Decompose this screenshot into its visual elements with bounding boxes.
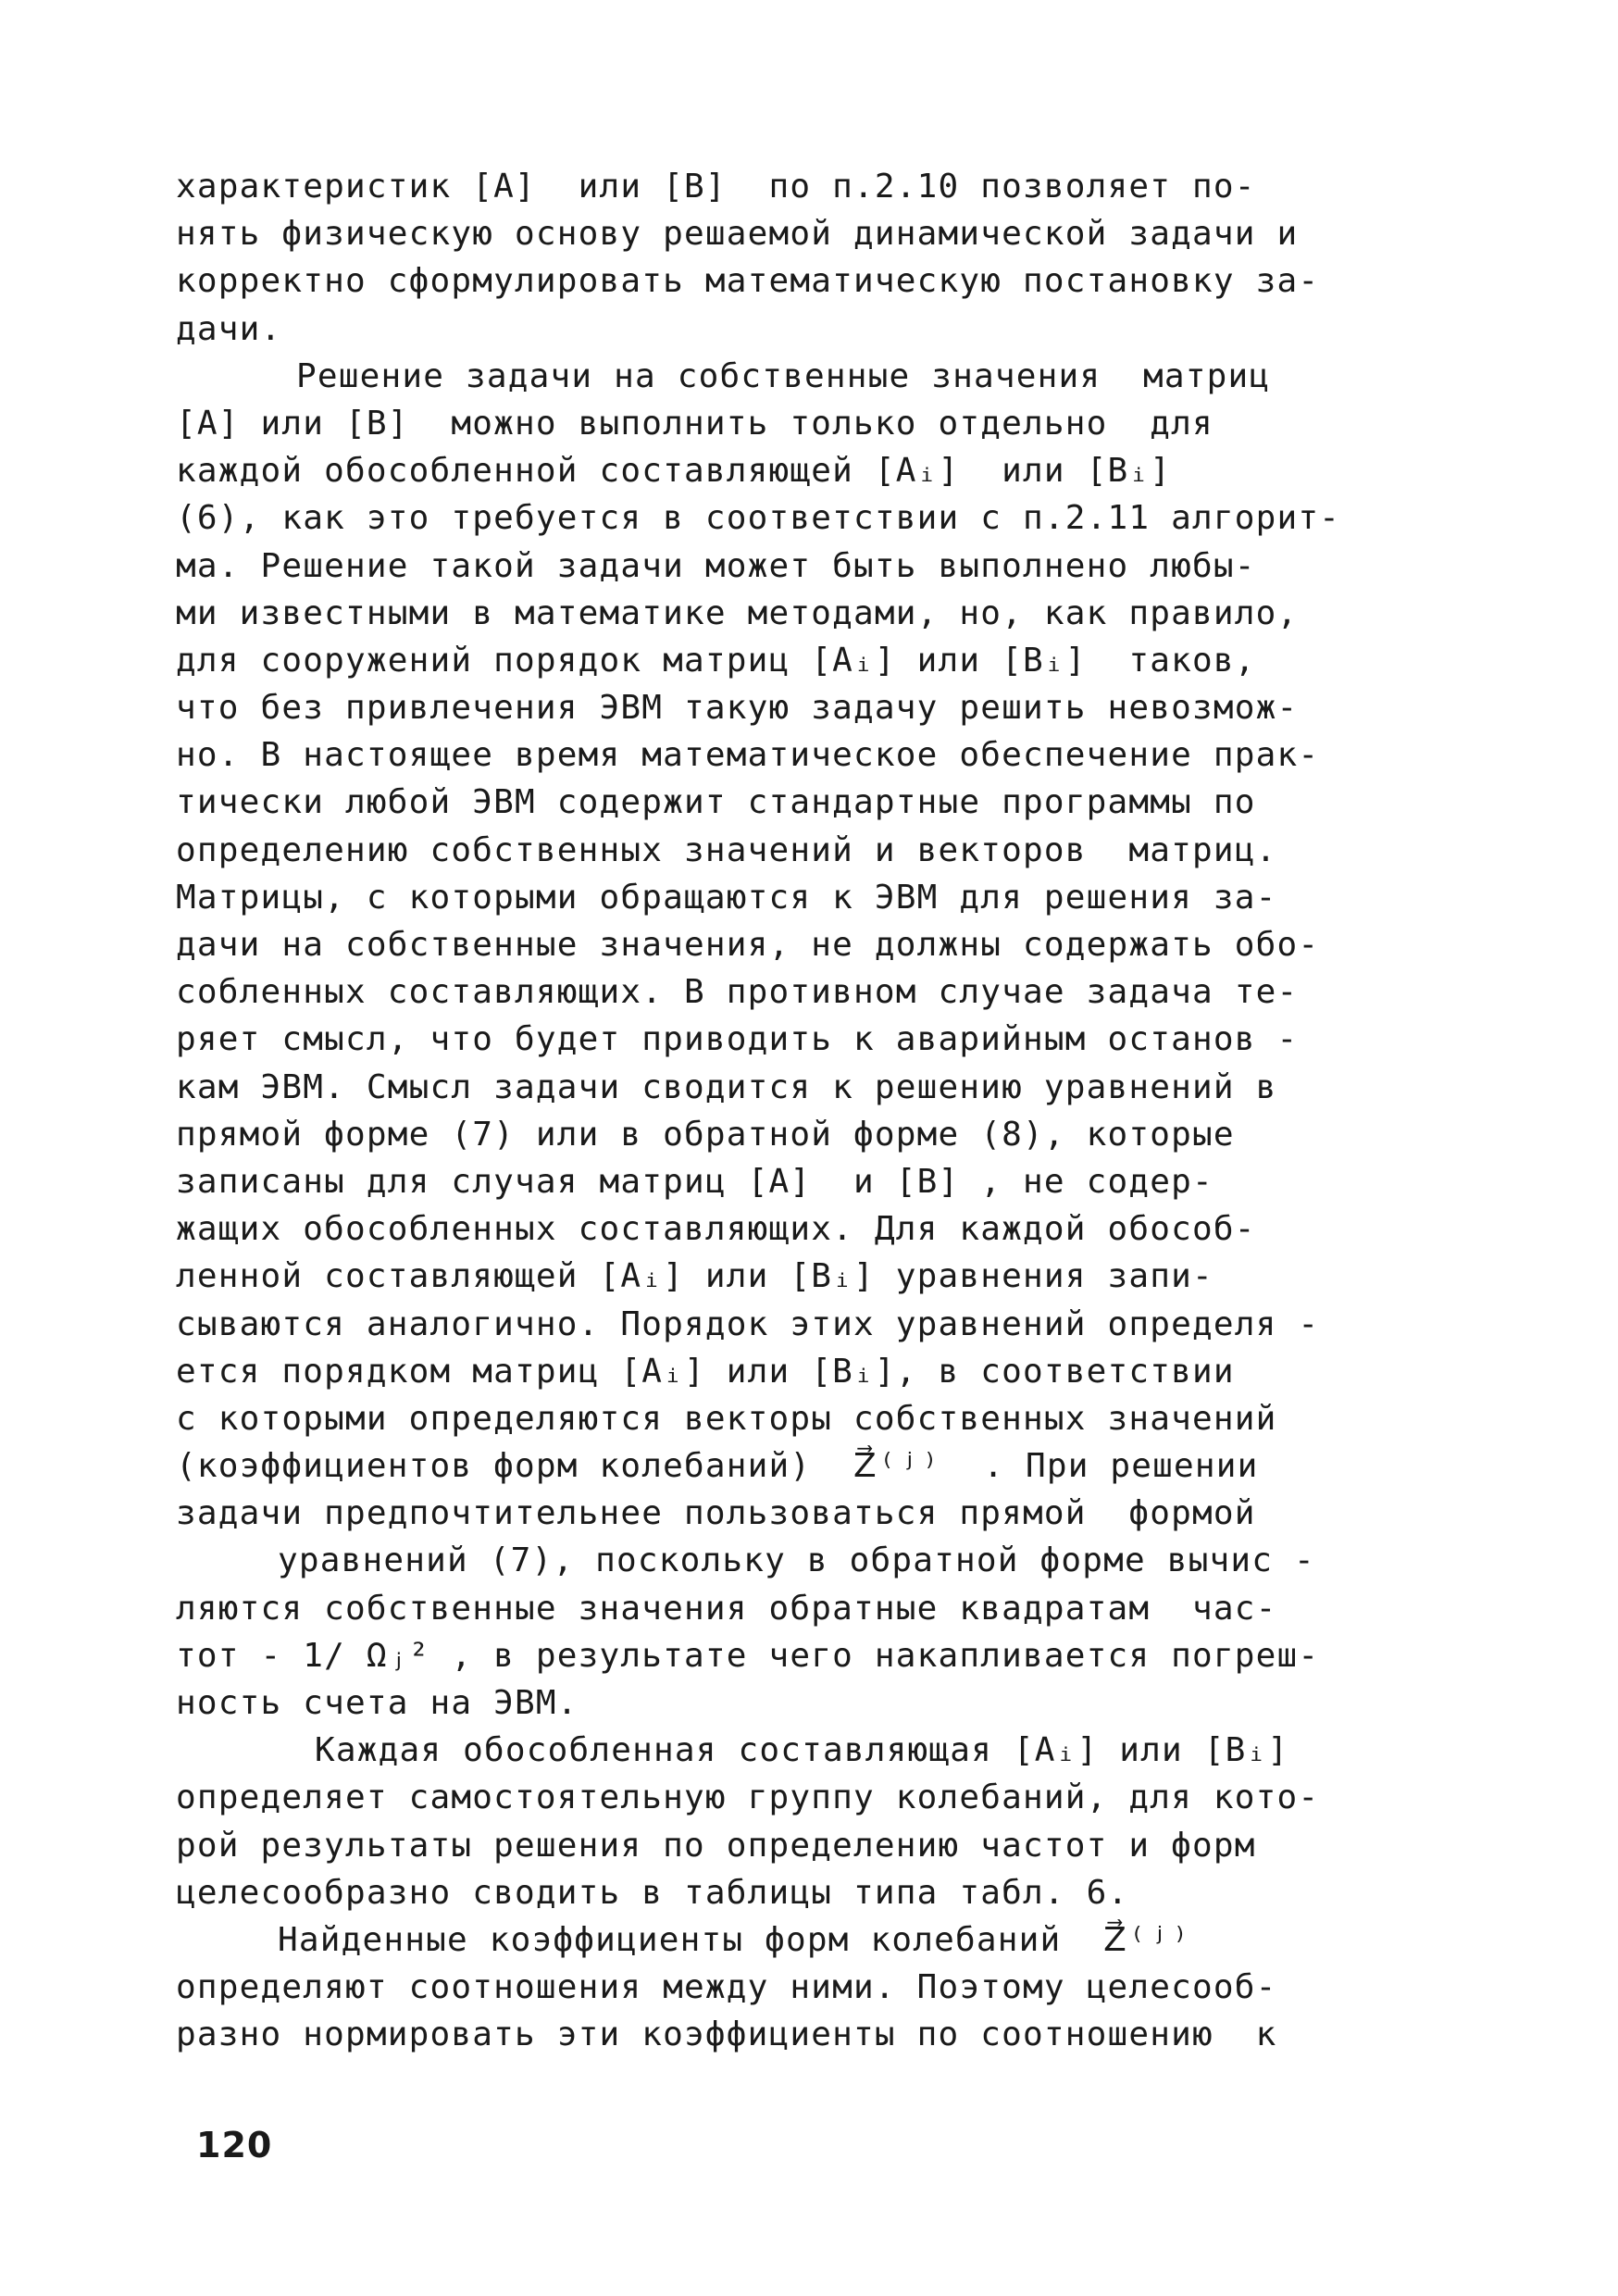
text-line: целесообразно сводить в таблицы типа табл. 6. bbox=[176, 1873, 1129, 1912]
text-line: сываются аналогично. Порядок этих уравнений определя - bbox=[176, 1304, 1320, 1343]
text-line: определению собственных значений и векторов матриц. bbox=[176, 830, 1277, 869]
text-line: ма. Решение такой задачи может быть выполнено любы- bbox=[176, 546, 1256, 585]
text-line: уравнений (7), поскольку в обратной форме вычис - bbox=[278, 1541, 1315, 1580]
text-line: (коэффициентов форм колебаний) Z⃗⁽ʲ⁾ . При решении bbox=[176, 1447, 1259, 1486]
text-line: тически любой ЭВМ содержит стандартные программы по bbox=[176, 783, 1256, 822]
paragraph-start-line: Каждая обособленная составляющая [Aᵢ] или [Bᵢ] bbox=[315, 1731, 1289, 1770]
text-line: тот - 1/ Ωⱼ² , в результате чего накапливается погреш- bbox=[176, 1636, 1320, 1675]
text-line: собленных составляющих. В противном случае задача те- bbox=[176, 973, 1299, 1012]
page-number: 120 bbox=[196, 2125, 273, 2165]
text-line: но. В настоящее время математическое обеспечение прак- bbox=[176, 736, 1320, 775]
text-line: разно нормировать эти коэффициенты по соотношению к bbox=[176, 2015, 1277, 2054]
text-line: [A] или [B] можно выполнить только отдельно для bbox=[176, 404, 1214, 443]
text-line: определяет самостоятельную группу колебаний, для кото- bbox=[176, 1778, 1320, 1817]
text-line: задачи предпочтительнее пользоваться прямой формой bbox=[176, 1494, 1256, 1533]
text-line: записаны для случая матриц [A] и [B] , не содер- bbox=[176, 1162, 1214, 1201]
text-line: каждой обособленной составляющей [Aᵢ] или [Bᵢ] bbox=[176, 452, 1172, 491]
text-line: определяют соотношения между ними. Поэтому целесооб- bbox=[176, 1968, 1277, 2007]
text-line: корректно сформулировать математическую постановку за- bbox=[176, 262, 1320, 301]
text-line: с которыми определяются векторы собственных значений bbox=[176, 1399, 1277, 1438]
text-line: кам ЭВМ. Смысл задачи сводится к решению уравнений в bbox=[176, 1067, 1277, 1106]
text-line: (6), как это требуется в соответствии с п.2.11 алгорит- bbox=[176, 499, 1341, 538]
paragraph-start-line: Найденные коэффициенты форм колебаний Z⃗⁽ʲ⁾ bbox=[278, 1920, 1191, 1959]
text-line: ряет смысл, что будет приводить к аварийным останов - bbox=[176, 1020, 1299, 1059]
text-line: ется порядком матриц [Aᵢ] или [Bᵢ], в соответствии bbox=[176, 1352, 1235, 1391]
text-line: дачи на собственные значения, не должны содержать обо- bbox=[176, 926, 1320, 964]
text-line: ность счета на ЭВМ. bbox=[176, 1684, 579, 1722]
text-line: дачи. bbox=[176, 309, 282, 348]
text-line: для сооружений порядок матриц [Aᵢ] или [Bᵢ] таков, bbox=[176, 641, 1256, 680]
text-line: ляются собственные значения обратные квадратам час- bbox=[176, 1589, 1277, 1628]
text-line: нять физическую основу решаемой динамической задачи и bbox=[176, 215, 1299, 254]
text-line: что без привлечения ЭВМ такую задачу решить невозмож- bbox=[176, 689, 1299, 728]
text-line: рой результаты решения по определению частот и форм bbox=[176, 1826, 1256, 1865]
text-line: ми известными в математике методами, но, как правило, bbox=[176, 593, 1299, 632]
text-line: характеристик [A] или [B] по п.2.10 позволяет по- bbox=[176, 168, 1256, 206]
text-line: ленной составляющей [Aᵢ] или [Bᵢ] уравнения запи- bbox=[176, 1257, 1214, 1296]
text-line: жащих обособленных составляющих. Для каждой обособ- bbox=[176, 1210, 1256, 1249]
body-text bbox=[176, 163, 1467, 2059]
paragraph-start-line: Решение задачи на собственные значения матриц bbox=[296, 356, 1271, 395]
text-line: Матрицы, с которыми обращаются к ЭВМ для решения за- bbox=[176, 878, 1277, 917]
text-line: прямой форме (7) или в обратной форме (8), которые bbox=[176, 1115, 1235, 1154]
